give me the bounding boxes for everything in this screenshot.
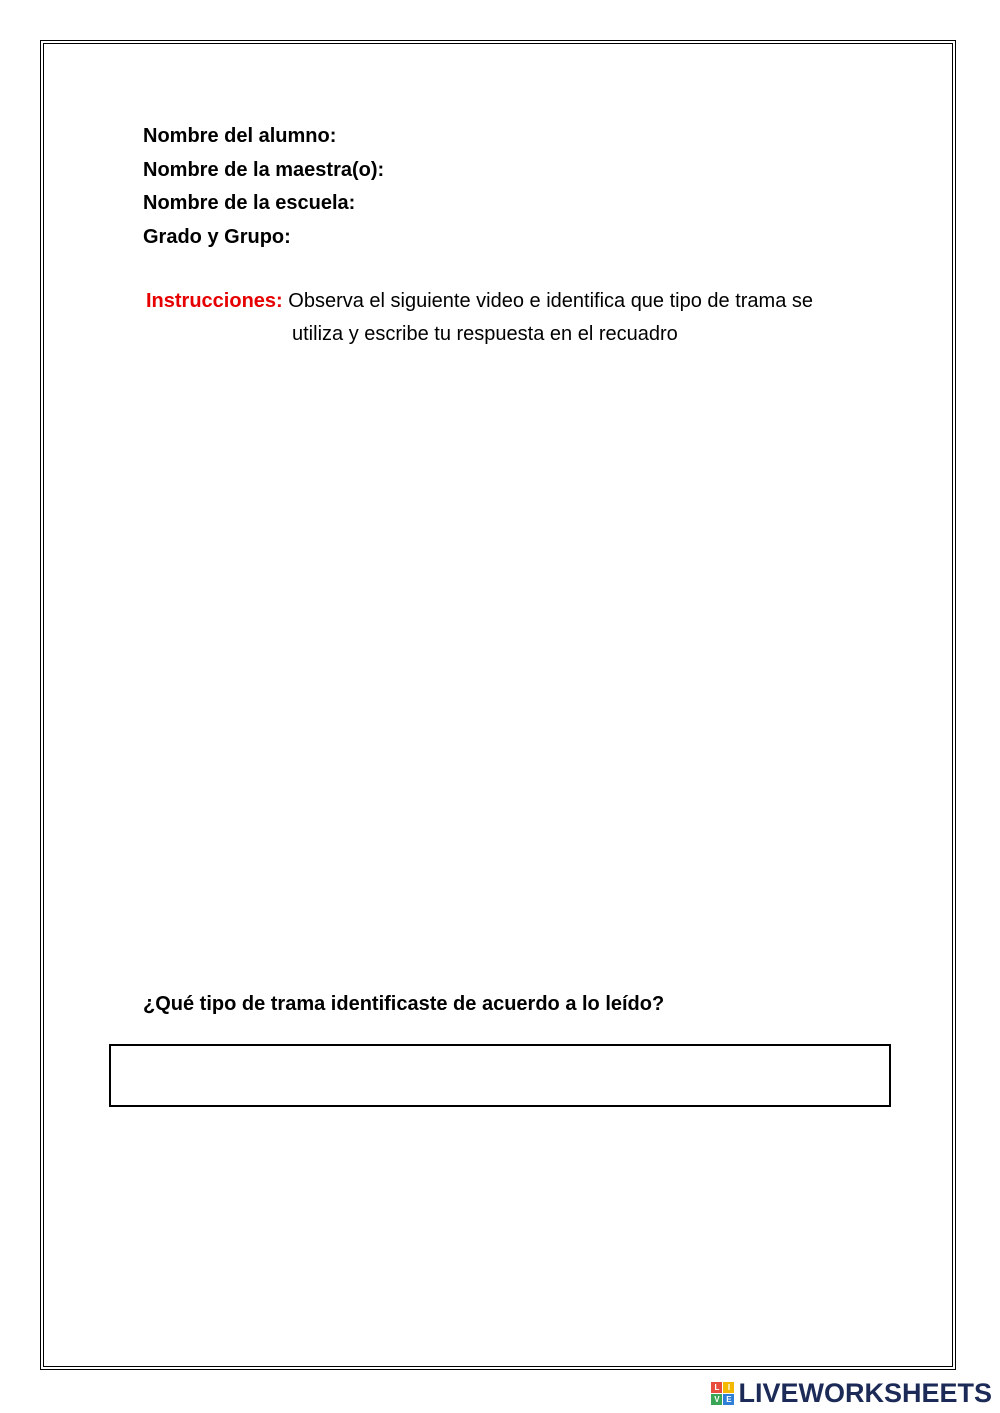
school-name-label: Nombre de la escuela:	[143, 192, 356, 214]
liveworksheets-branding	[711, 1378, 992, 1408]
question-text: ¿Qué tipo de trama identificaste de acuerdo a lo leído?	[143, 993, 665, 1015]
teacher-name-label: Nombre de la maestra(o):	[143, 158, 385, 181]
logo-letter-l: L	[711, 1382, 722, 1393]
answer-input-box[interactable]	[109, 1044, 891, 1107]
student-info-fields	[143, 120, 384, 254]
logo-letter-v: V	[711, 1394, 722, 1405]
liveworksheets-logo-icon	[711, 1382, 734, 1405]
instructions-label: Instrucciones:	[146, 290, 283, 312]
logo-letter-i: I	[723, 1382, 734, 1393]
instructions-line-1	[146, 285, 886, 318]
instructions	[146, 285, 886, 351]
logo-letter-e: E	[723, 1394, 734, 1405]
student-name-label: Nombre del alumno:	[143, 125, 337, 147]
instructions-line-2: utiliza y escribe tu respuesta en el recuadro	[292, 323, 678, 345]
grade-group-label: Grado y Grupo:	[143, 225, 291, 248]
instructions-text-1: Observa el siguiente video e identifica que tipo de trama se	[288, 290, 814, 312]
liveworksheets-wordmark: LIVEWORKSHEETS	[738, 1377, 992, 1408]
